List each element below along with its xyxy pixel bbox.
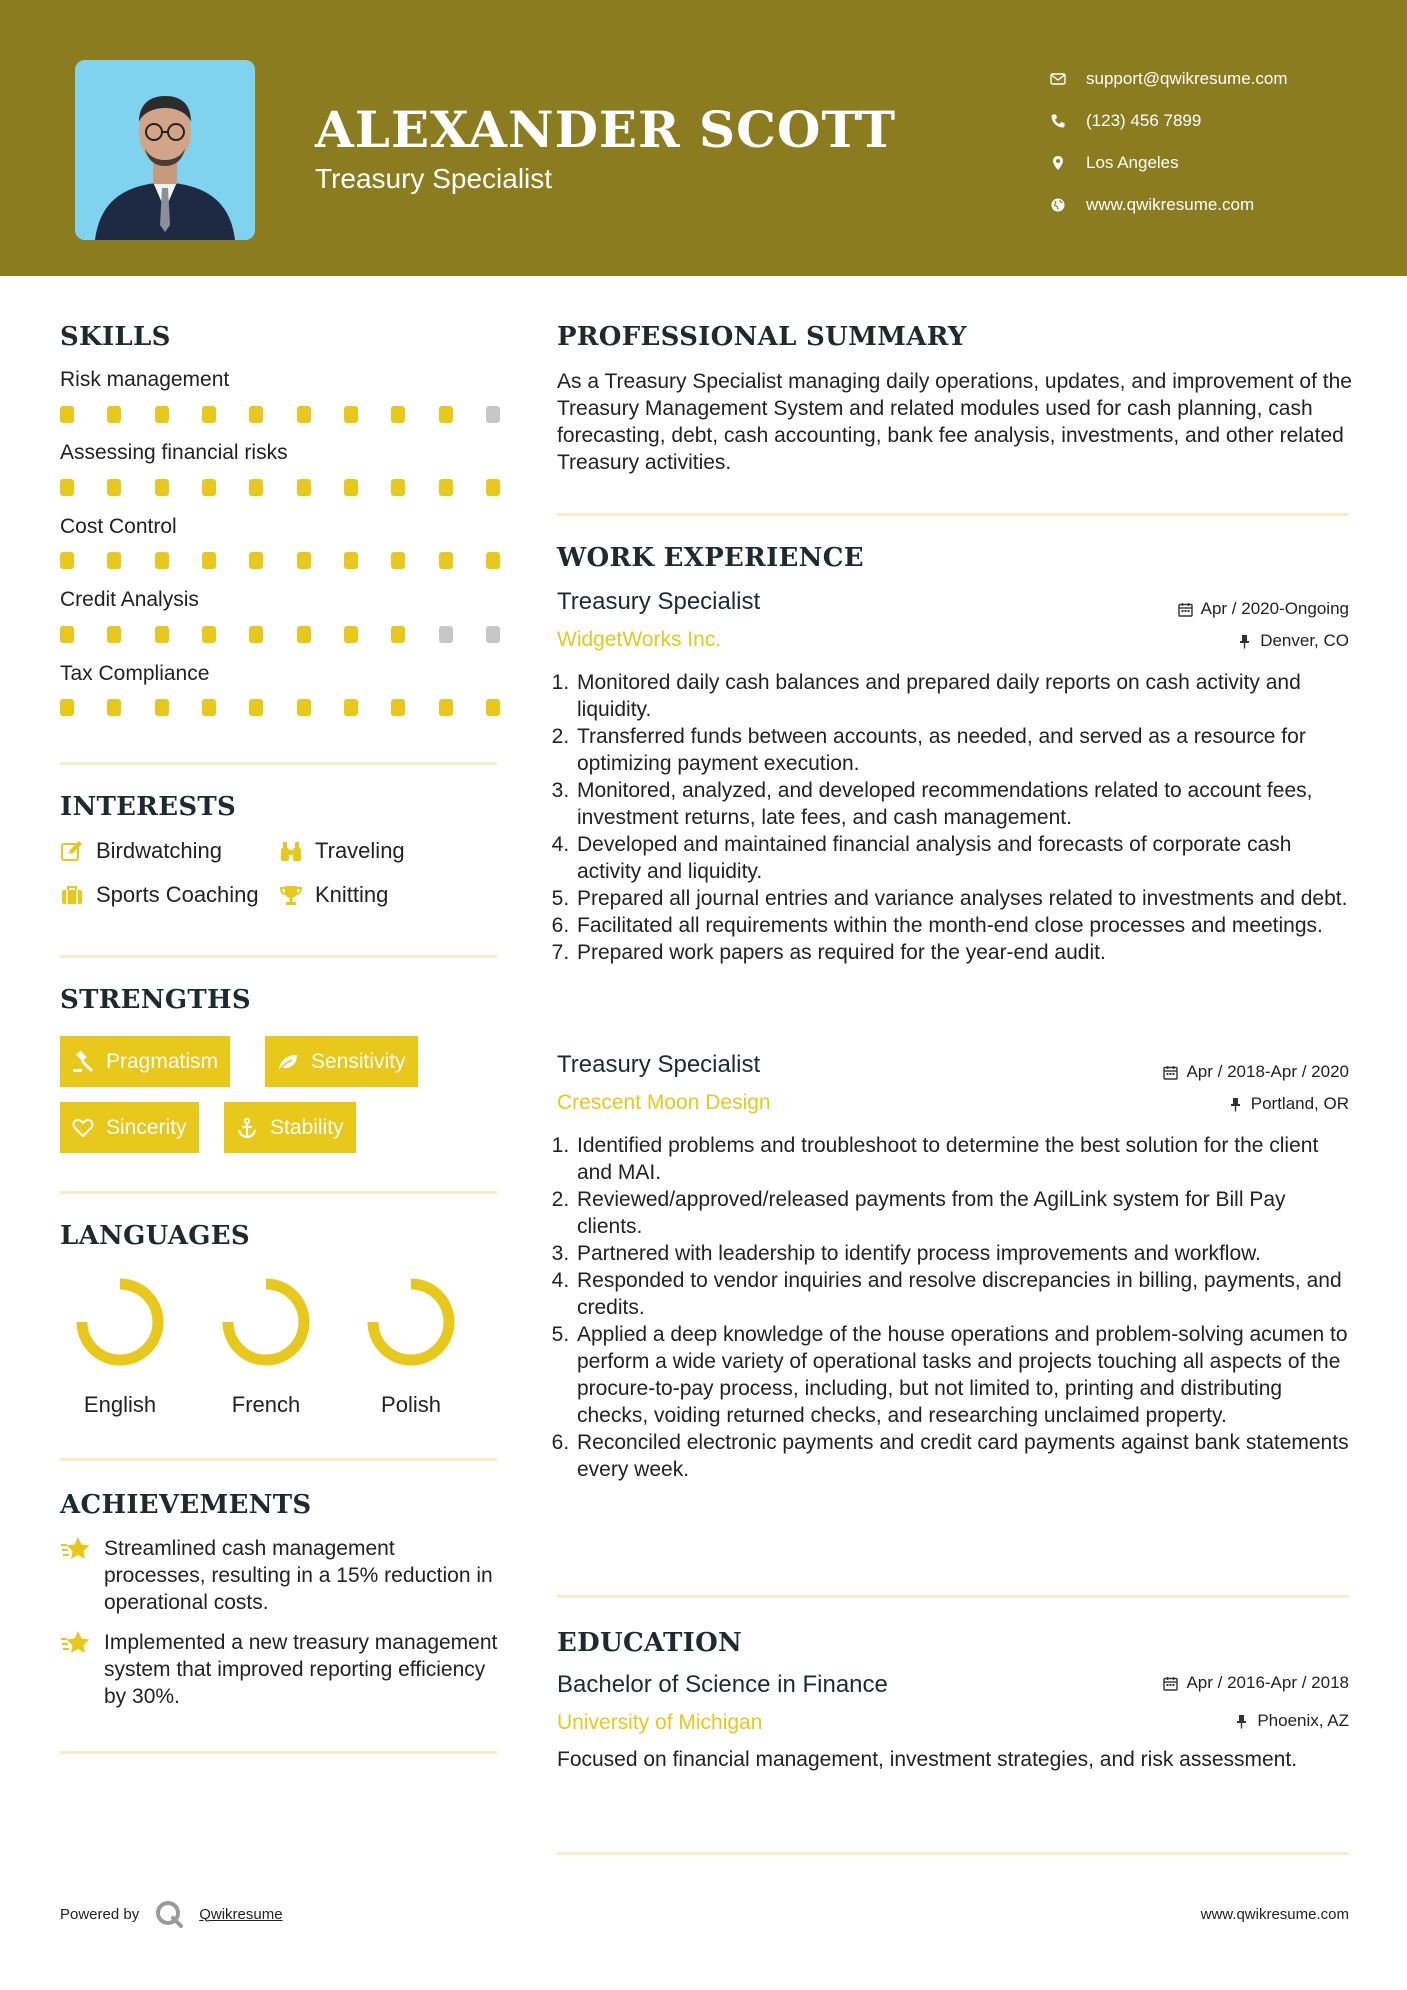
job-location-text: Denver, CO — [1260, 631, 1349, 650]
achievement-item — [60, 1535, 500, 1616]
job-bullet: 2. Transferred funds between accounts, as needed, and served as a resource for optimizing payment execution. — [575, 723, 1352, 777]
language-item — [55, 1272, 185, 1418]
rating-dot-filled — [439, 479, 453, 496]
rating-dot-empty — [486, 626, 500, 643]
skill-rating — [60, 626, 500, 643]
rating-dot-filled — [344, 479, 358, 496]
star-icon — [60, 1627, 92, 1659]
achievement-text: Implemented a new treasury management system that improved reporting efficiency by 30%. — [104, 1631, 498, 1708]
pushpin-icon — [1228, 1097, 1243, 1112]
skill-label: Credit Analysis — [60, 588, 199, 611]
rating-dot-filled — [391, 626, 405, 643]
rating-dot-filled — [60, 626, 74, 643]
rating-dot-filled — [60, 699, 74, 716]
strength-chip — [60, 1102, 199, 1153]
job-bullet: 1. Identified problems and troubleshoot to determine the best solution for the client and MAI. — [575, 1132, 1352, 1186]
rating-dot-filled — [297, 699, 311, 716]
rating-dot-filled — [297, 479, 311, 496]
calendar-icon — [1163, 1676, 1178, 1691]
section-divider — [60, 955, 497, 958]
job-bullet: 3. Monitored, analyzed, and developed recommendations related to account fees, investment returns, late fees, and cash management. — [575, 777, 1352, 831]
job-bullet: 4. Developed and maintained financial analysis and forecasts of corporate cash activity and liquidity. — [575, 831, 1352, 885]
binoculars-icon — [279, 839, 303, 863]
education-date — [1163, 1673, 1349, 1693]
skill-rating — [60, 552, 500, 569]
rating-dot-filled — [202, 699, 216, 716]
rating-dot-filled — [202, 479, 216, 496]
job-title: Treasury Specialist — [557, 1051, 761, 1078]
interests-heading: INTERESTS — [60, 792, 237, 822]
strength-label: Stability — [270, 1115, 344, 1139]
job-bullet: 4. Responded to vendor inquiries and resolve discrepancies in billing, payments, and credits. — [575, 1267, 1352, 1321]
company-name: WidgetWorks Inc. — [557, 628, 722, 651]
rating-dot-filled — [155, 406, 169, 423]
achievement-text: Streamlined cash management processes, resulting in a 15% reduction in operational costs. — [104, 1537, 493, 1614]
section-divider — [557, 513, 1349, 516]
section-divider — [60, 1458, 497, 1461]
rating-dot-empty — [439, 626, 453, 643]
candidate-title: Treasury Specialist — [315, 163, 553, 194]
powered-by-text: Powered by — [60, 1905, 140, 1923]
rating-dot-filled — [107, 406, 121, 423]
rating-dot-filled — [107, 552, 121, 569]
section-divider — [60, 1191, 497, 1194]
skill-rating — [60, 699, 500, 716]
map-pin-icon — [1050, 155, 1066, 171]
strengths-heading: STRENGTHS — [60, 985, 251, 1015]
language-item — [346, 1272, 476, 1418]
job-date — [1163, 1062, 1349, 1082]
job-date — [1178, 599, 1349, 619]
proficiency-arc — [82, 1284, 158, 1360]
job-bullet: 5. Prepared all journal entries and variance analyses related to investments and debt. — [575, 885, 1352, 912]
degree-title: Bachelor of Science in Finance — [557, 1671, 888, 1698]
rating-dot-filled — [344, 552, 358, 569]
rating-dot-filled — [297, 552, 311, 569]
job-bullet: 3. Partnered with leadership to identify process improvements and workflow. — [575, 1240, 1352, 1267]
job-date-text: Apr / 2020-Ongoing — [1200, 599, 1349, 618]
rating-dot-filled — [155, 552, 169, 569]
contact-location — [1050, 142, 1288, 184]
rating-dot-filled — [249, 406, 263, 423]
rating-dot-filled — [107, 699, 121, 716]
contact-website-text: www.qwikresume.com — [1086, 195, 1255, 214]
strength-chip — [224, 1102, 356, 1153]
job-bullet: 1. Monitored daily cash balances and prepared daily reports on cash activity and liquidity. — [575, 669, 1352, 723]
skill-label: Assessing financial risks — [60, 441, 288, 464]
rating-dot-empty — [486, 406, 500, 423]
rating-dot-filled — [60, 479, 74, 496]
strength-chip — [265, 1036, 418, 1087]
contact-email[interactable] — [1050, 58, 1288, 100]
job-bullet: 6. Facilitated all requirements within the month-end close processes and meetings. — [575, 912, 1352, 939]
achievements-heading: ACHIEVEMENTS — [60, 1490, 312, 1520]
job-bullet: 5. Applied a deep knowledge of the house operations and problem-solving acumen to perform a wide variety of operational tasks and projects touching all aspects of the procure-to-pay process, including, but not limited to, printing and distributing checks, voiding returned checks, and researching unclaimed property. — [575, 1321, 1352, 1429]
interest-item — [279, 882, 388, 908]
rating-dot-filled — [344, 699, 358, 716]
qwikresume-logo-icon — [153, 1898, 185, 1930]
contact-email-text: support@qwikresume.com — [1086, 69, 1288, 88]
pushpin-icon — [1237, 634, 1252, 649]
person-avatar-icon — [75, 60, 255, 240]
interest-label: Knitting — [315, 882, 389, 907]
footer-powered-by — [60, 1898, 283, 1930]
interest-item — [279, 838, 405, 864]
education-heading: EDUCATION — [557, 1628, 743, 1658]
calendar-icon — [1163, 1065, 1178, 1080]
language-proficiency-ring — [361, 1272, 461, 1372]
skill-label: Risk management — [60, 368, 230, 391]
star-icon — [60, 1533, 92, 1565]
job-location-text: Portland, OR — [1250, 1094, 1349, 1113]
candidate-name: ALEXANDER SCOTT — [315, 100, 897, 159]
rating-dot-filled — [60, 552, 74, 569]
rating-dot-filled — [107, 626, 121, 643]
rating-dot-filled — [439, 552, 453, 569]
rating-dot-filled — [155, 479, 169, 496]
skill-label: Tax Compliance — [60, 662, 210, 685]
language-item — [201, 1272, 331, 1418]
strength-chip — [60, 1036, 230, 1087]
pencil-icon — [60, 839, 84, 863]
rating-dot-filled — [344, 406, 358, 423]
skills-heading: SKILLS — [60, 322, 171, 352]
rating-dot-filled — [202, 552, 216, 569]
profile-photo — [75, 60, 255, 240]
resume-header — [0, 0, 1407, 276]
rating-dot-filled — [249, 699, 263, 716]
contact-location-text: Los Angeles — [1086, 153, 1179, 172]
footer-url[interactable]: www.qwikresume.com — [1200, 1906, 1349, 1923]
education-date-text: Apr / 2016-Apr / 2018 — [1186, 1673, 1349, 1692]
rating-dot-filled — [249, 626, 263, 643]
school-name: University of Michigan — [557, 1711, 763, 1734]
contact-website[interactable] — [1050, 184, 1288, 226]
job-bullet: 2. Reviewed/approved/released payments from the AgilLink system for Bill Pay clients. — [575, 1186, 1352, 1240]
trophy-icon — [279, 883, 303, 907]
pushpin-icon — [1234, 1714, 1249, 1729]
rating-dot-filled — [486, 552, 500, 569]
job-bullet-list — [557, 1132, 1352, 1483]
job-location — [1228, 1094, 1349, 1114]
section-divider — [557, 1852, 1349, 1855]
language-label: English — [83, 1392, 157, 1417]
education-location — [1234, 1711, 1349, 1731]
job-location — [1237, 631, 1349, 651]
education-location-text: Phoenix, AZ — [1257, 1711, 1349, 1730]
proficiency-arc — [373, 1284, 449, 1360]
proficiency-arc — [228, 1284, 304, 1360]
rating-dot-filled — [486, 699, 500, 716]
rating-dot-filled — [297, 406, 311, 423]
language-proficiency-ring — [216, 1272, 316, 1372]
rating-dot-filled — [391, 406, 405, 423]
calendar-icon — [1178, 602, 1193, 617]
phone-icon — [1050, 113, 1066, 129]
briefcase-icon — [60, 883, 84, 907]
contact-list — [1050, 58, 1288, 226]
rating-dot-filled — [202, 406, 216, 423]
rating-dot-filled — [107, 479, 121, 496]
rating-dot-filled — [297, 626, 311, 643]
rating-dot-filled — [155, 699, 169, 716]
leaf-icon — [277, 1051, 299, 1073]
section-divider — [60, 762, 497, 765]
language-proficiency-ring — [70, 1272, 170, 1372]
interest-label: Birdwatching — [96, 838, 222, 863]
rating-dot-filled — [439, 699, 453, 716]
job-title: Treasury Specialist — [557, 588, 761, 615]
rating-dot-filled — [60, 406, 74, 423]
skill-rating — [60, 406, 500, 423]
language-label: Polish — [381, 1392, 441, 1417]
education-description: Focused on financial management, investment strategies, and risk assessment. — [557, 1748, 1298, 1771]
interest-label: Traveling — [315, 838, 405, 863]
strength-label: Sincerity — [106, 1115, 187, 1139]
qwikresume-link[interactable]: Qwikresume — [199, 1905, 283, 1923]
strength-label: Sensitivity — [311, 1049, 406, 1073]
job-bullet: 6. Reconciled electronic payments and credit card payments against bank statements every week. — [575, 1429, 1352, 1483]
gavel-icon — [72, 1051, 94, 1073]
strength-label: Pragmatism — [106, 1049, 219, 1073]
achievement-item — [60, 1629, 500, 1710]
rating-dot-filled — [249, 479, 263, 496]
envelope-icon — [1050, 71, 1066, 87]
rating-dot-filled — [486, 479, 500, 496]
rating-dot-filled — [391, 699, 405, 716]
skill-rating — [60, 479, 500, 496]
section-divider — [60, 1751, 497, 1754]
globe-icon — [1050, 197, 1066, 213]
rating-dot-filled — [202, 626, 216, 643]
job-date-text: Apr / 2018-Apr / 2020 — [1186, 1062, 1349, 1081]
summary-text: As a Treasury Specialist managing daily operations, updates, and improvement of the Treasury Management System and related modules used for cash planning, cash forecasting, debt, cash accounting, bank fee analysis, investments, and other related Treasury activities. — [557, 370, 1352, 474]
interest-item — [60, 838, 222, 864]
job-bullet-list — [557, 669, 1352, 966]
anchor-icon — [236, 1117, 258, 1139]
heart-icon — [72, 1117, 94, 1139]
languages-heading: LANGUAGES — [60, 1221, 250, 1251]
job-bullet: 7. Prepared work papers as required for the year-end audit. — [575, 939, 1352, 966]
language-label: French — [231, 1392, 301, 1417]
skill-label: Cost Control — [60, 515, 177, 538]
interest-item — [60, 882, 259, 908]
rating-dot-filled — [249, 552, 263, 569]
rating-dot-filled — [155, 626, 169, 643]
contact-phone[interactable] — [1050, 100, 1288, 142]
contact-phone-text: (123) 456 7899 — [1086, 111, 1202, 130]
summary-heading: PROFESSIONAL SUMMARY — [557, 322, 967, 352]
section-divider — [557, 1595, 1349, 1598]
rating-dot-filled — [439, 406, 453, 423]
rating-dot-filled — [391, 552, 405, 569]
rating-dot-filled — [344, 626, 358, 643]
experience-heading: WORK EXPERIENCE — [557, 543, 864, 573]
rating-dot-filled — [391, 479, 405, 496]
company-name: Crescent Moon Design — [557, 1091, 771, 1114]
interest-label: Sports Coaching — [96, 882, 259, 907]
